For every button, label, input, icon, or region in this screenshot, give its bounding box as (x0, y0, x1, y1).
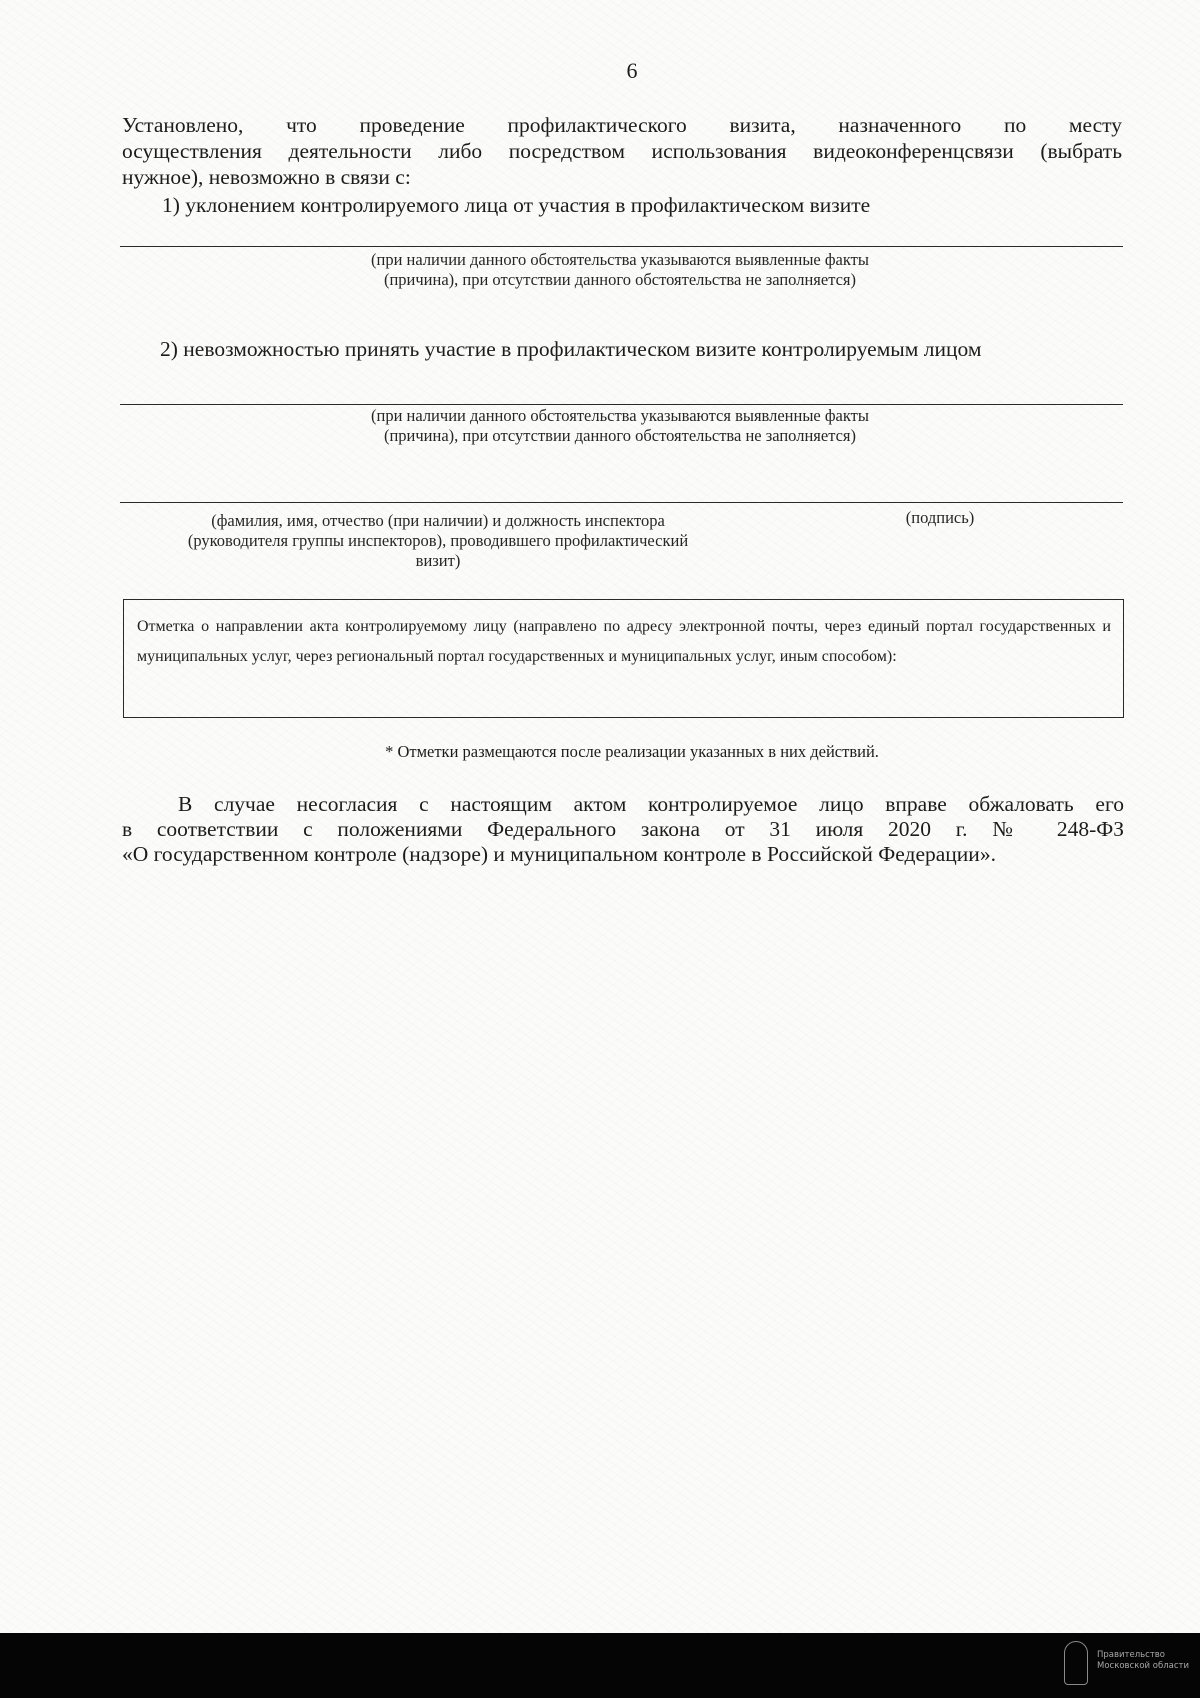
intro-line-1: Установлено, что проведение профилактического визита, назначенного по месту (122, 113, 1122, 137)
note-box-text: Отметка о направлении акта контролируемому лицу (направлено по адресу электронной почты, через единый портал государственных и муниципальных услуг, через региональный портал государственных и муниципальных услуг, иным способом): (137, 618, 1111, 665)
item-2-hint-line-1: (при наличии данного обстоятельства указываются выявленные факты (371, 406, 869, 425)
scan-footer-bar (0, 1633, 1200, 1698)
final-line-1: В случае несогласия с настоящим актом контролируемое лицо вправе обжаловать его (178, 792, 1124, 816)
final-paragraph (122, 792, 1124, 867)
act-delivery-note-box (123, 599, 1124, 718)
inspector-caption-line-2: (руководителя группы инспекторов), проводившего профилактический (187, 531, 689, 550)
item-1-hint-line-2: (причина), при отсутствии данного обстоятельства не заполняется) (383, 270, 857, 289)
item-2-text: 2) невозможностью принять участие в профилактическом визите контролируемым лицом (160, 337, 982, 361)
footnote: * Отметки размещаются после реализации указанных в них действий. (385, 742, 879, 761)
page-number: 6 (626, 58, 638, 83)
item-1-text: 1) уклонением контролируемого лица от участия в профилактическом визите (162, 193, 871, 217)
signature-line[interactable] (120, 502, 1123, 503)
item-1-fill-line[interactable] (120, 246, 1123, 247)
intro-line-2: осуществления деятельности либо посредством использования видеоконференцсвязи (выбрать (122, 139, 1122, 163)
final-line-3: «О государственном контроле (надзоре) и муниципальном контроле в Российской Федерации». (122, 842, 996, 866)
inspector-caption-line-1: (фамилия, имя, отчество (при наличии) и должность инспектора (211, 511, 665, 530)
inspector-caption (118, 511, 758, 571)
item-1-hint (300, 250, 940, 290)
government-stamp-label (1097, 1650, 1197, 1672)
intro-paragraph (122, 112, 1122, 190)
gov-label-line-1: Правительство (1097, 1650, 1165, 1660)
item-1-hint-line-1: (при наличии данного обстоятельства указываются выявленные факты (371, 250, 869, 269)
coat-of-arms-icon (1064, 1641, 1088, 1685)
inspector-caption-line-3: визит) (415, 551, 461, 570)
item-2-fill-line[interactable] (120, 404, 1123, 405)
intro-line-3: нужное), невозможно в связи с: (122, 165, 411, 189)
gov-label-line-2: Московской области (1097, 1661, 1190, 1671)
final-line-2: в соответствии с положениями Федерального закона от 31 июля 2020 г. № 248-ФЗ (122, 817, 1124, 841)
item-2-hint-line-2: (причина), при отсутствии данного обстоятельства не заполняется) (383, 426, 857, 445)
item-2-hint (300, 406, 940, 446)
signature-caption: (подпись) (905, 508, 975, 527)
